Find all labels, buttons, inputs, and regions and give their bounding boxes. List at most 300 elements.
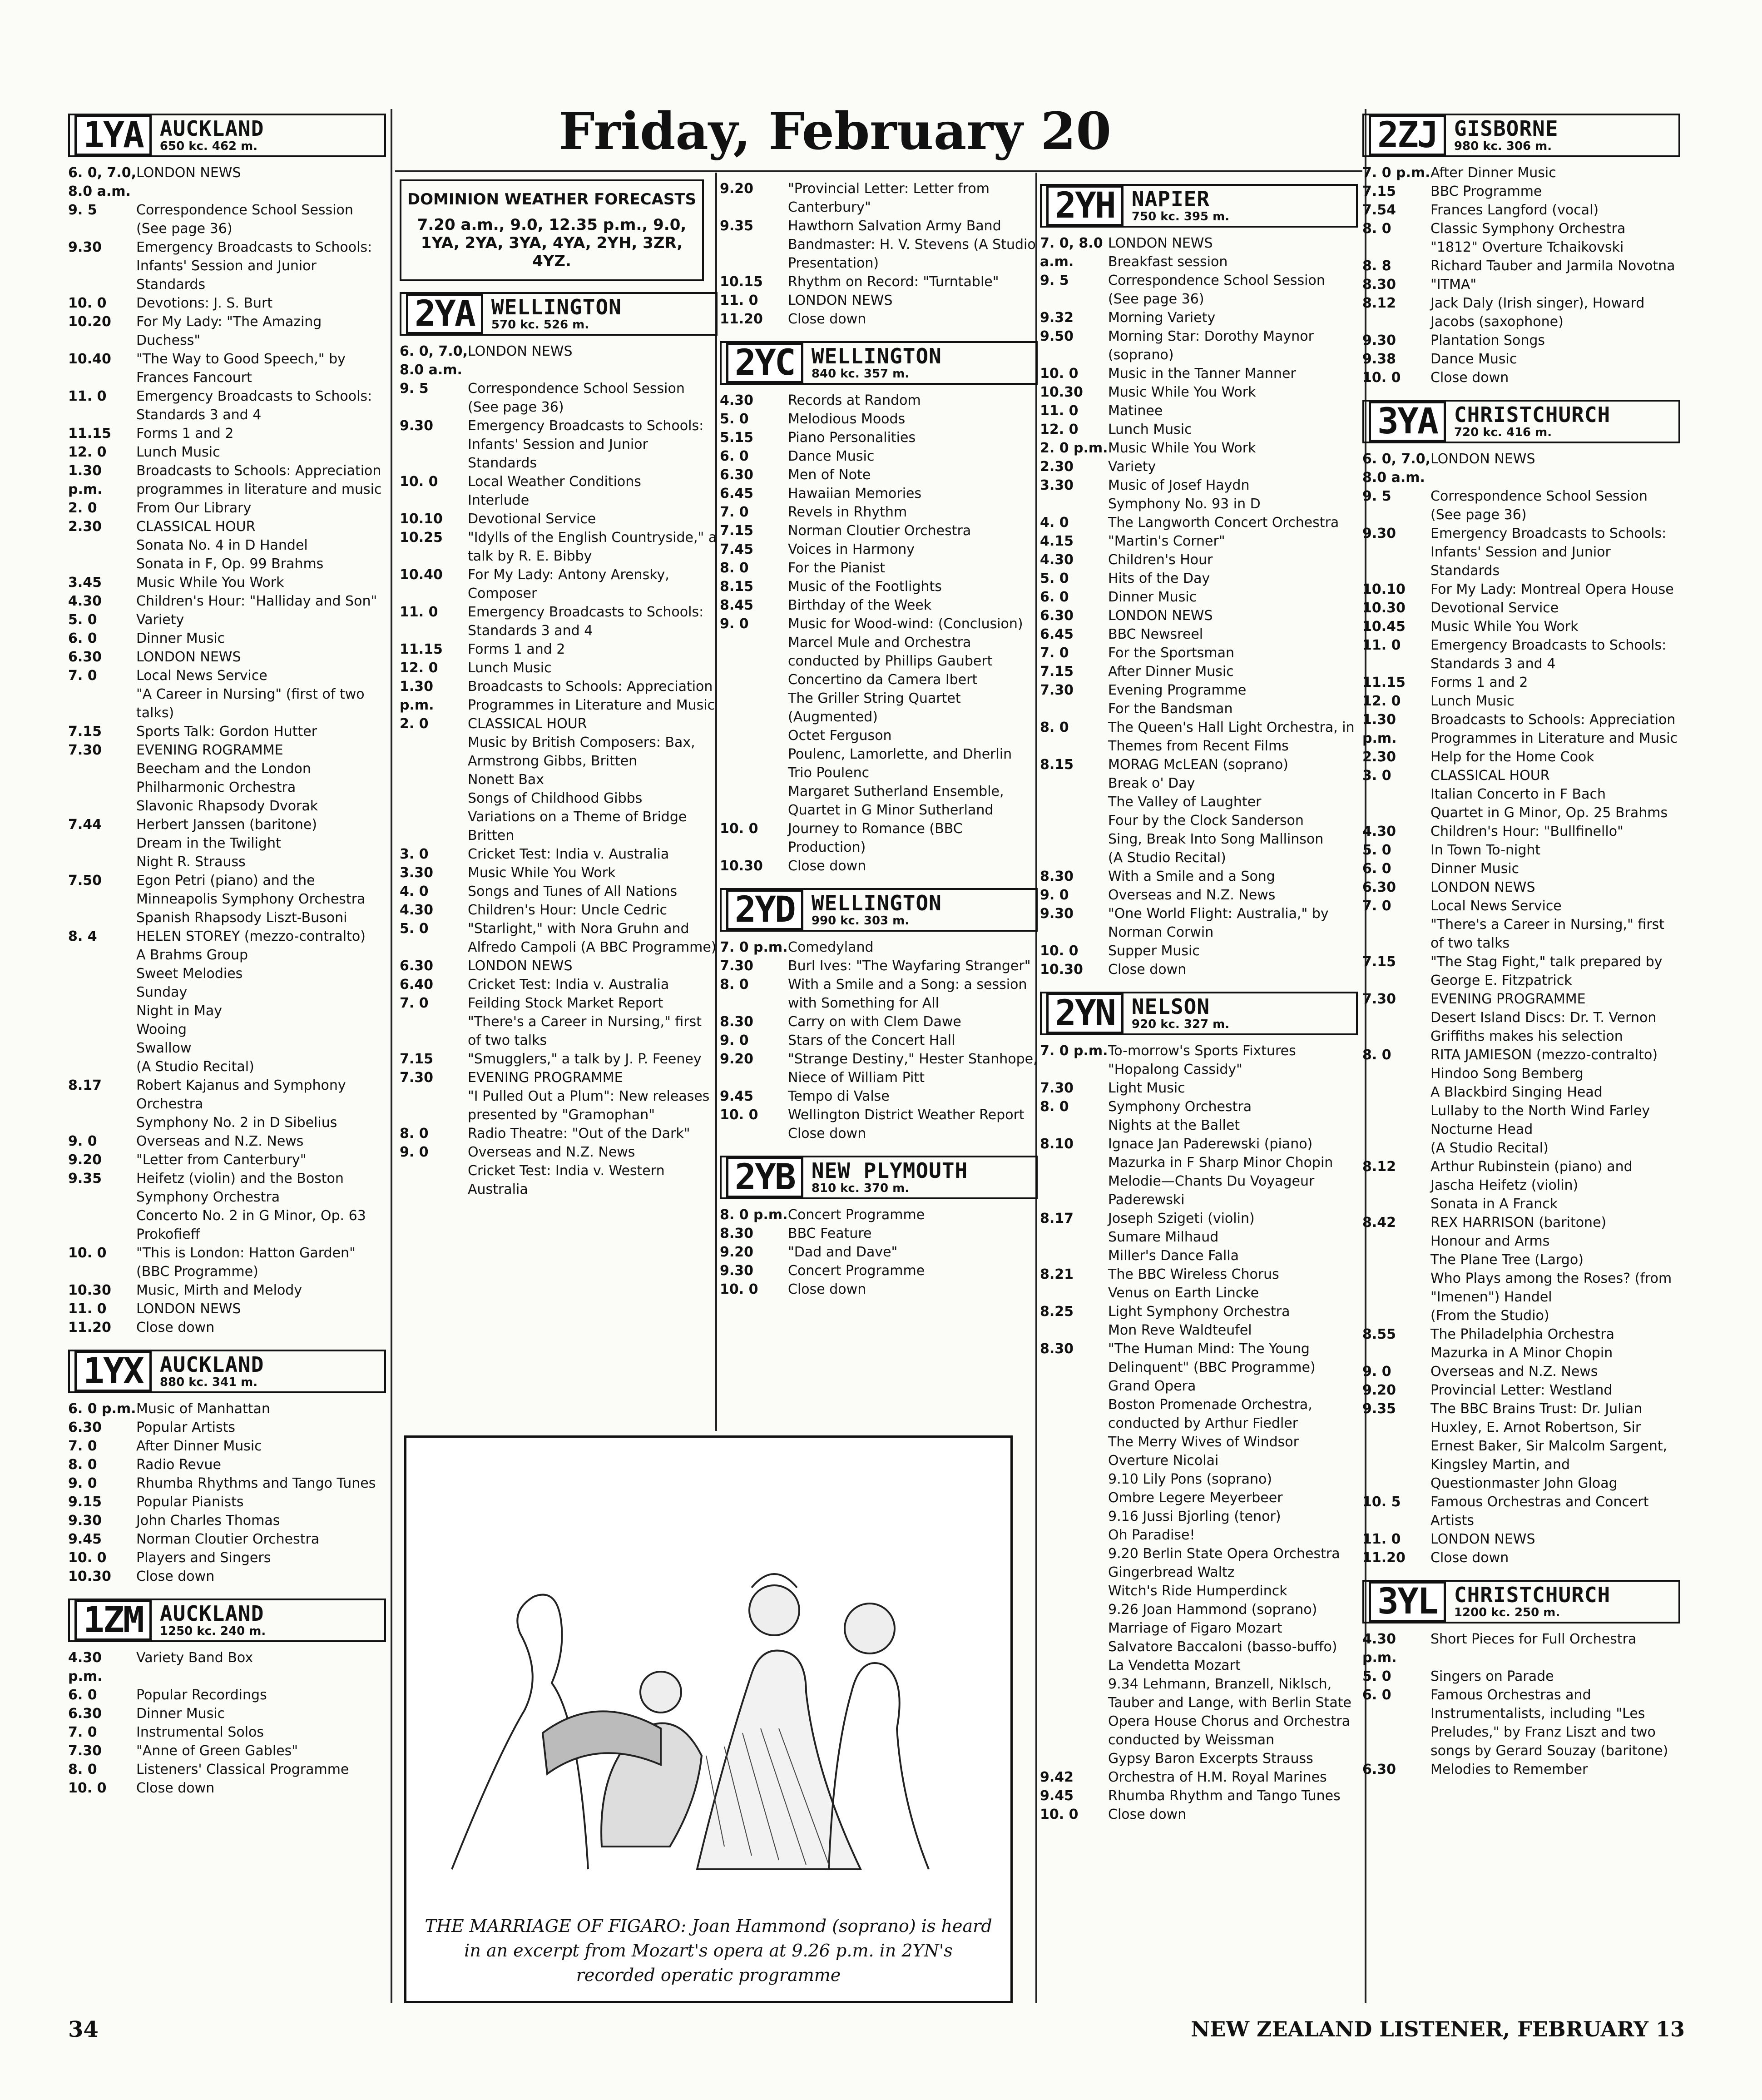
station-header [68, 1350, 386, 1393]
programme-time: 5. 0 [1040, 571, 1069, 586]
programme-entry [720, 1280, 1038, 1299]
programme-text: "Smugglers," a talk by J. P. Feeney [468, 1051, 702, 1067]
programme-time: 8.17 [1040, 1211, 1074, 1226]
programme-time: 9. 5 [68, 202, 97, 218]
programme-time: 9.30 [68, 239, 102, 255]
programme-text: Devotions: J. S. Burt [136, 295, 273, 311]
programme-text: Music, Mirth and Melody [136, 1282, 302, 1298]
city: NEW PLYMOUTH [811, 1158, 968, 1183]
programme-entry [720, 596, 1038, 615]
programme-time: 7.15 [68, 724, 102, 740]
programme-time: 8.17 [68, 1077, 102, 1093]
programme-time: 9.20 [720, 1244, 754, 1260]
programme-time: 10.30 [1040, 962, 1083, 978]
programme-entry [1040, 625, 1358, 644]
programme-time: 11. 0 [1362, 637, 1401, 653]
programme-list [720, 391, 1038, 875]
city: AUCKLAND [159, 1352, 264, 1377]
programme-time: 4.30 [1040, 552, 1074, 568]
programme-time: 5. 0 [1362, 1668, 1391, 1684]
programme-time: 7. 0 [68, 1724, 97, 1740]
programme-text: For My Lady: "The Amazing Duchess" [136, 314, 322, 348]
station-3YA [1362, 400, 1680, 1567]
programme-entry [68, 350, 386, 387]
programme-time: 4.30 p.m. [68, 1650, 103, 1684]
programme-entry [1362, 1381, 1680, 1400]
programme-text: "Letter from Canterbury" [136, 1152, 307, 1168]
programme-entry [68, 499, 386, 517]
programme-time: 10.30 [1362, 600, 1406, 616]
programme-list [720, 179, 1038, 328]
programme-entry [400, 882, 718, 901]
frequency: 750 kc. 395 m. [1131, 210, 1230, 223]
programme-entry [400, 342, 718, 379]
illustration-caption: THE MARRIAGE OF FIGARO: Joan Hammond (soprano) is heard in an excerpt from Mozart's opera at 9.26 p.m. in 2YN's recorded operatic programme [425, 1916, 992, 1985]
programme-text: Local News Service "There's a Career in Nursing," first of two talks [1430, 898, 1665, 951]
programme-text: "Dad and Dave" [788, 1244, 898, 1260]
programme-time: 9.50 [1040, 328, 1074, 344]
programme-time: 6. 0 p.m. [68, 1401, 136, 1417]
programme-text: With a Smile and a Song: a session with Something for All [788, 977, 1027, 1011]
programme-text: Help for the Home Cook [1430, 749, 1594, 765]
programme-time: 11. 0 [1040, 403, 1079, 419]
programme-text: After Dinner Music [136, 1438, 262, 1454]
programme-time: 11. 0 [400, 604, 438, 620]
programme-time: 11.20 [1362, 1550, 1406, 1566]
call-sign: 2YC [726, 343, 803, 383]
programme-time: 7.50 [68, 873, 102, 889]
programme-time: 4. 0 [1040, 515, 1069, 531]
programme-entry [720, 957, 1038, 975]
programme-text: LONDON NEWS [468, 343, 573, 359]
programme-time: 7.15 [1040, 664, 1074, 680]
programme-text: Dinner Music [1430, 861, 1519, 877]
programme-text: Orchestra of H.M. Royal Marines [1108, 1769, 1327, 1785]
programme-text: Short Pieces for Full Orchestra [1430, 1631, 1637, 1647]
programme-entry [1040, 364, 1358, 383]
programme-entry [1040, 234, 1358, 271]
programme-text: REX HARRISON (baritone) Honour and Arms The Plane Tree (Largo) Who Plays among the Roses? (from "Imenen") Handel (From the Studio) [1430, 1215, 1672, 1324]
programme-time: 9. 0 [68, 1475, 97, 1491]
programme-entry [68, 1318, 386, 1337]
programme-entry [1040, 588, 1358, 606]
programme-time: 10. 0 [1040, 1807, 1079, 1822]
programme-time: 5. 0 [68, 612, 97, 628]
programme-entry [68, 871, 386, 927]
station-header [400, 292, 718, 336]
programme-time: 10. 0 [68, 1245, 107, 1261]
programme-text: Supper Music [1108, 943, 1200, 959]
programme-text: Popular Recordings [136, 1687, 267, 1703]
programme-text: Music of Josef Haydn Symphony No. 93 in D [1108, 477, 1261, 512]
programme-entry [720, 1031, 1038, 1050]
programme-entry [720, 391, 1038, 410]
programme-time: 10. 0 [1362, 370, 1401, 386]
programme-entry [1362, 1157, 1680, 1213]
programme-text: John Charles Thomas [136, 1513, 280, 1529]
programme-entry [1040, 1135, 1358, 1209]
programme-entry [720, 975, 1038, 1013]
programme-time: 3.30 [1040, 477, 1074, 493]
programme-entry [1362, 182, 1680, 201]
programme-entry [1040, 271, 1358, 308]
programme-entry [68, 1244, 386, 1281]
frequency: 880 kc. 341 m. [159, 1375, 258, 1389]
programme-text: Music While You Work [1108, 384, 1256, 400]
programme-text: Close down [788, 858, 866, 874]
programme-entry [1362, 710, 1680, 748]
programme-entry [68, 1437, 386, 1455]
programme-entry [1362, 201, 1680, 219]
programme-time: 7.44 [68, 817, 102, 833]
programme-text: Comedyland [788, 939, 874, 955]
programme-entry [68, 722, 386, 741]
programme-text: Burl Ives: "The Wayfaring Stranger" [788, 958, 1031, 974]
programme-text: Famous Orchestras and Instrumentalists, including "Les Preludes," by Franz Liszt and two songs by Gerard Souzay (baritone) [1430, 1687, 1668, 1759]
programme-time: 9.30 [1362, 333, 1396, 348]
programme-entry [1362, 636, 1680, 673]
programme-entry [68, 573, 386, 592]
programme-text: Richard Tauber and Jarmila Novotna [1430, 258, 1675, 274]
programme-text: Correspondence School Session (See page 36) [1108, 273, 1325, 307]
programme-time: 7.54 [1362, 202, 1396, 218]
weather-times: 7.20 a.m., 9.0, 12.35 p.m., 9.0, 1YA, 2YA, 3YA, 4YA, 2YH, 3ZR, 4YZ. [417, 216, 687, 270]
programme-text: Popular Artists [136, 1420, 235, 1435]
programme-time: 6.30 [1362, 879, 1396, 895]
programme-time: 5.15 [720, 430, 754, 446]
programme-entry [1040, 402, 1358, 420]
programme-time: 9.15 [68, 1494, 102, 1510]
programme-time: 7.15 [1362, 954, 1396, 970]
programme-text: Close down [1430, 370, 1509, 386]
programme-text: "The Human Mind: The Young Delinquent" (BBC Programme) Grand Opera Boston Promenade Orchestra, conducted by Arthur Fiedler The Merry Wives of Windsor Overture Nicolai 9.10 Lily Pons (soprano) Ombre Legere Meyerbeer 9.16 Jussi Bjorling (tenor) Oh Paradise! 9.20 Berlin State Opera Orchestra Gingerbread Waltz Witch's Ride Humperdinck 9.26 Joan Hammond (soprano) Marriage of Figaro Mozart Salvatore Baccaloni (basso-buffo) La Vendetta Mozart 9.34 Lehmann, Branzell, Niklsch, Tauber and Lange, with Berlin State Opera House Chorus and Orchestra conducted by Weissman Gypsy Baron Excerpts Strauss [1108, 1341, 1351, 1767]
programme-list [68, 164, 386, 1337]
programme-time: 10. 0 [400, 474, 438, 490]
programme-entry [720, 273, 1038, 291]
station-header [1040, 184, 1358, 228]
station-header [720, 888, 1038, 932]
programme-time: 10. 0 [720, 1281, 758, 1297]
programme-entry [1362, 617, 1680, 636]
programme-text: "One World Flight: Australia," by Norman Corwin [1108, 906, 1329, 940]
programme-entry [1040, 532, 1358, 551]
programme-text: Voices in Harmony [788, 541, 915, 557]
programme-entry [1040, 1787, 1358, 1805]
programme-time: 11. 0 [1362, 1531, 1401, 1547]
programme-text: LONDON NEWS Breakfast session [1108, 235, 1228, 270]
programme-entry [720, 291, 1038, 310]
station-1ZM [68, 1599, 386, 1797]
programme-time: 9.35 [1362, 1401, 1396, 1417]
programme-text: Arthur Rubinstein (piano) and Jascha Heifetz (violin) Sonata in A Franck [1430, 1159, 1633, 1212]
programme-time: 8. 0 [68, 1762, 97, 1777]
programme-entry [400, 1143, 718, 1199]
programme-time: 10. 0 [68, 1550, 107, 1566]
programme-time: 8.30 [720, 1014, 754, 1030]
programme-time: 8.15 [720, 579, 754, 595]
programme-text: Dinner Music [136, 1706, 225, 1722]
programme-time: 9. 0 [1040, 887, 1069, 903]
programme-time: 6.30 [400, 958, 434, 974]
programme-time: 6.30 [68, 649, 102, 665]
programme-time: 3.45 [68, 575, 102, 591]
programme-entry [720, 1050, 1038, 1087]
programme-entry [68, 1400, 386, 1418]
programme-entry [1362, 1686, 1680, 1760]
call-sign: 3YL [1369, 1581, 1446, 1622]
programme-text: Emergency Broadcasts to Schools: Standards 3 and 4 [136, 388, 372, 423]
programme-entry [68, 387, 386, 424]
programme-text: With a Smile and a Song [1108, 869, 1275, 884]
programme-text: Radio Revue [136, 1457, 222, 1473]
station-2YB [720, 1156, 1038, 1299]
programme-list [400, 342, 718, 1199]
programme-entry [400, 975, 718, 994]
programme-entry [720, 310, 1038, 328]
programme-time: 6.30 [68, 1706, 102, 1722]
programme-entry [1040, 439, 1358, 457]
programme-text: Stars of the Concert Hall [788, 1033, 955, 1048]
programme-text: Egon Petri (piano) and the Minneapolis Symphony Orchestra Spanish Rhapsody Liszt-Busoni [136, 873, 366, 926]
station-header [1362, 1580, 1680, 1623]
programme-text: Music While You Work [136, 575, 284, 591]
programme-text: Lunch Music [1108, 422, 1192, 437]
programme-text: Broadcasts to Schools: Appreciation Programmes in Literature and Music [468, 679, 715, 713]
programme-text: Light Symphony Orchestra Mon Reve Waldteufel [1108, 1304, 1290, 1338]
programme-list [1362, 450, 1680, 1567]
programme-time: 10.20 [68, 314, 111, 330]
station-header [68, 114, 386, 157]
programme-list [68, 1400, 386, 1586]
programme-entry [68, 1742, 386, 1760]
programme-text: Symphony Orchestra Nights at the Ballet [1108, 1099, 1252, 1133]
programme-text: Forms 1 and 2 [468, 641, 565, 657]
programme-time: 10.30 [720, 858, 763, 874]
station-2YD [720, 888, 1038, 1143]
programme-entry [1362, 580, 1680, 599]
frequency: 810 kc. 370 m. [811, 1182, 910, 1195]
programme-time: 7.15 [400, 1051, 434, 1067]
programme-text: "Strange Destiny," Hester Stanhope, Niece of William Pitt [788, 1051, 1038, 1086]
programme-entry [68, 1704, 386, 1723]
programme-time: 8. 0 [1362, 221, 1391, 237]
programme-entry [1040, 662, 1358, 681]
frequency: 1200 kc. 250 m. [1454, 1606, 1560, 1619]
programme-entry [1040, 886, 1358, 904]
programme-text: BBC Feature [788, 1226, 872, 1241]
programme-text: Provincial Letter: Westland [1430, 1382, 1613, 1398]
programme-entry [400, 603, 718, 640]
programme-entry [68, 666, 386, 722]
programme-entry [1362, 1046, 1680, 1157]
programme-text: Broadcasts to Schools: Appreciation Programmes in Literature and Music [1430, 712, 1678, 746]
programme-entry [1362, 219, 1680, 257]
station-2ZJ [1362, 114, 1680, 387]
station-header [1362, 114, 1680, 157]
programme-time: 3.30 [400, 865, 434, 881]
programme-entry [720, 1206, 1038, 1224]
programme-text: Famous Orchestras and Concert Artists [1430, 1494, 1649, 1529]
programme-time: 3. 0 [1362, 768, 1391, 784]
programme-entry [400, 566, 718, 603]
programme-text: BBC Programme [1430, 184, 1542, 199]
programme-time: 7.30 [1362, 991, 1396, 1007]
programme-text: Light Music [1108, 1080, 1185, 1096]
column-3 [720, 179, 1038, 1311]
programme-entry [400, 957, 718, 975]
programme-time: 8.30 [720, 1226, 754, 1241]
city: WELLINGTON [811, 891, 942, 915]
programme-text: Overseas and N.Z. News Cricket Test: India v. Western Australia [468, 1144, 665, 1197]
programme-text: BBC Newsreel [1108, 626, 1203, 642]
programme-time: 5. 0 [1362, 842, 1391, 858]
programme-text: Overseas and N.Z. News [1108, 887, 1276, 903]
frequency: 1250 kc. 240 m. [159, 1624, 266, 1638]
programme-entry [400, 845, 718, 864]
programme-text: Music of Manhattan [136, 1401, 270, 1417]
programme-entry [68, 1169, 386, 1244]
programme-time: 6.30 [1040, 608, 1074, 624]
programme-time: 1.30 p.m. [68, 463, 103, 497]
programme-text: Piano Personalities [788, 430, 916, 446]
programme-time: 7.30 [68, 742, 102, 758]
programme-time: 12. 0 [1362, 693, 1401, 709]
programme-text: For My Lady: Montreal Opera House [1430, 581, 1674, 597]
programme-text: Music of the Footlights [788, 579, 942, 595]
programme-time: 8.30 [1362, 277, 1396, 293]
programme-text: Norman Cloutier Orchestra [788, 523, 971, 539]
programme-entry [1040, 327, 1358, 364]
programme-entry [1362, 294, 1680, 331]
programme-time: 8. 0 [1362, 1047, 1391, 1063]
programme-time: 10.30 [1040, 384, 1083, 400]
programme-entry [68, 1493, 386, 1511]
programme-entry [1040, 1209, 1358, 1265]
programme-time: 11.15 [68, 426, 111, 442]
programme-entry [68, 462, 386, 499]
programme-entry [68, 1723, 386, 1742]
programme-entry [1040, 513, 1358, 532]
programme-entry [1362, 331, 1680, 350]
programme-time: 9.20 [1362, 1382, 1396, 1398]
programme-time: 9. 0 [400, 1144, 429, 1160]
programme-text: Cricket Test: India v. Australia [468, 846, 669, 862]
programme-time: 10.45 [1362, 619, 1406, 635]
programme-text: Ignace Jan Paderewski (piano) Mazurka in F Sharp Minor Chopin Melodie—Chants Du Voyageur Paderewski [1108, 1136, 1333, 1208]
programme-entry [1040, 942, 1358, 960]
programme-text: CLASSICAL HOUR Music by British Composers: Bax, Armstrong Gibbs, Britten Nonett Bax Songs of Childhood Gibbs Variations on a Theme of Bridge Britten [468, 716, 695, 844]
programme-entry [720, 1261, 1038, 1280]
programme-time: 8. 4 [68, 928, 97, 944]
programme-time: 9. 5 [1040, 273, 1069, 288]
programme-text: Melodious Moods [788, 411, 906, 427]
programme-entry [1040, 457, 1358, 476]
programme-entry [68, 1151, 386, 1169]
programme-entry [1362, 1667, 1680, 1686]
programme-text: HELEN STOREY (mezzo-contralto) A Brahms Group Sweet Melodies Sunday Night in May Wooing Swallow (A Studio Recital) [136, 928, 366, 1075]
programme-time: 6. 0, 7.0, 8.0 a.m. [400, 343, 468, 378]
station-header [1040, 992, 1358, 1035]
programme-time: 9.35 [68, 1171, 102, 1187]
programme-text: Listeners' Classical Programme [136, 1762, 349, 1777]
programme-entry [68, 1418, 386, 1437]
programme-text: LONDON NEWS [1430, 451, 1535, 467]
programme-entry [1362, 487, 1680, 524]
programme-text: "ITMA" [1430, 277, 1477, 293]
programme-time: 10.30 [68, 1282, 111, 1298]
programme-entry [720, 1243, 1038, 1261]
programme-time: 11. 0 [720, 293, 758, 308]
programme-time: 8. 0 [68, 1457, 97, 1473]
programme-time: 7. 0 p.m. [1040, 1043, 1108, 1059]
programme-text: Close down [136, 1569, 215, 1584]
station-header [720, 1156, 1038, 1199]
call-sign: 2YA [406, 293, 483, 334]
weather-heading: DOMINION WEATHER FORECASTS [407, 190, 697, 209]
programme-entry [720, 1087, 1038, 1106]
programme-time: 6.30 [1362, 1762, 1396, 1777]
programme-time: 9.20 [68, 1152, 102, 1168]
programme-time: 8. 0 [1040, 1099, 1069, 1115]
page-number: 34 [68, 2017, 99, 2042]
programme-time: 8.42 [1362, 1215, 1396, 1231]
programme-list [1362, 1630, 1680, 1779]
programme-entry [68, 629, 386, 648]
programme-entry [1362, 953, 1680, 990]
programme-time: 9.30 [68, 1513, 102, 1529]
station-2YA [400, 292, 718, 1199]
programme-time: 11.20 [68, 1320, 111, 1335]
programme-entry [68, 424, 386, 443]
programme-entry [400, 919, 718, 957]
programme-text: To-morrow's Sports Fixtures "Hopalong Cassidy" [1108, 1043, 1296, 1077]
programme-entry [1040, 476, 1358, 513]
programme-entry [720, 410, 1038, 428]
programme-entry [1362, 275, 1680, 294]
programme-time: 7. 0 [1362, 898, 1391, 914]
programme-time: 9. 0 [1362, 1364, 1391, 1380]
programme-time: 10.15 [720, 274, 763, 290]
station-1YA [68, 114, 386, 1337]
station-2YN [1040, 992, 1358, 1824]
call-sign: 2ZJ [1369, 115, 1446, 156]
programme-entry [1040, 569, 1358, 588]
programme-entry [400, 379, 718, 417]
programme-text: Forms 1 and 2 [1430, 675, 1528, 690]
programme-text: Correspondence School Session (See page 36) [468, 381, 685, 415]
programme-entry [720, 484, 1038, 503]
programme-text: Classic Symphony Orchestra "1812" Overture Tchaikovski [1430, 221, 1626, 255]
programme-entry [68, 1779, 386, 1797]
programme-entry [1040, 420, 1358, 439]
programme-text: Joseph Szigeti (violin) Sumare Milhaud Miller's Dance Falla [1108, 1211, 1255, 1264]
programme-entry [1040, 1302, 1358, 1340]
title-rule [395, 170, 1362, 172]
programme-time: 8.30 [1040, 1341, 1074, 1357]
programme-text: Morning Variety [1108, 310, 1216, 326]
programme-text: Broadcasts to Schools: Appreciation programmes in literature and music [136, 463, 382, 497]
programme-time: 9.42 [1040, 1769, 1074, 1785]
programme-text: Close down [1108, 962, 1187, 978]
programme-time: 7.30 [1040, 682, 1074, 698]
programme-text: Rhythm on Record: "Turntable" [788, 274, 999, 290]
programme-time: 8. 8 [1362, 258, 1391, 274]
programme-text: Children's Hour: "Halliday and Son" [136, 593, 377, 609]
programme-time: 6. 0 [68, 1687, 97, 1703]
programme-text: Journey to Romance (BBC Production) [788, 821, 963, 855]
programme-entry [1040, 1768, 1358, 1787]
programme-text: Hawthorn Salvation Army Band Bandmaster: H. V. Stevens (A Studio Presentation) [788, 218, 1036, 271]
